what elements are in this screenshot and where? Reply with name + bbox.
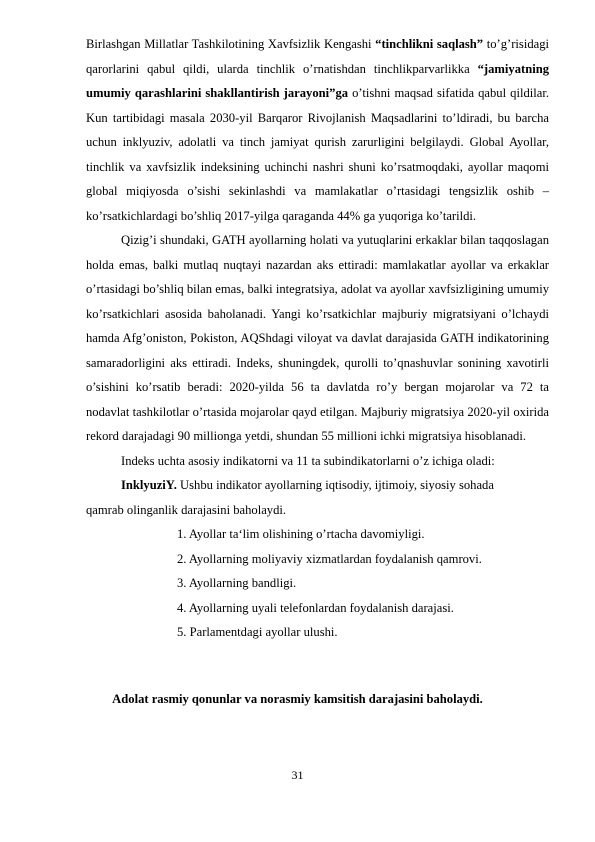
body-text bbox=[86, 32, 549, 645]
paragraph-4-line-2: qamrab olinganlik darajasini baholaydi. bbox=[86, 502, 287, 517]
paragraph-2: Qizig’i shundaki, GATH ayollarning holati va yutuqlarini erkaklar bilan taqqoslagan holda emas, balki mutlaq nuqtayi nazardan aks ettiradi: mamlakatlar ayollar va erkaklar o’rtasidagi bo’shliq bilan emas, balki integratsiya, adolat va ayollar xavfsizligining umumiy ko’rsatkichlari asosida baholanadi. Yangi ko’rsatkichlar majburiy migratsiyani o’lchaydi hamda Afg’oniston, Pokiston, AQShdagi viloyat va davlat darajasida GATH indikatorining samaradorligini aks ettiradi. Indeks, shuningdek, qurolli to’qnashuvlar sonining xavotirli o’sishini ko’rsatib beradi: 2020-yilda 56 ta davlatda ro’y bergan mojarolar va 72 ta nodavlat tashkilotlar o’rtasida mojarolar qayd etilgan. Majburiy migratsiya 2020-yil oxirida rekord darajadagi 90 millionga yetdi, shundan 55 millioni ichki migratsiya hisoblanadi. bbox=[86, 233, 549, 443]
paragraph-1-bold-1: “tinchlikni saqlash” bbox=[375, 37, 484, 51]
list-item: 2. Ayollarning moliyaviy xizmatlardan foydalanish qamrovi. bbox=[177, 551, 482, 566]
sub-indicator-list bbox=[86, 522, 549, 645]
list-item: 5. Parlamentdagi ayollar ulushi. bbox=[177, 625, 338, 639]
list-item: 4. Ayollarning uyali telefonlardan foydalanish darajasi. bbox=[177, 600, 454, 615]
indicator-title: InklyuziY. bbox=[121, 478, 177, 492]
paragraph-1-bold-2: “jamiyatning umumiy qarashlarini shakllantirish jarayoni”ga bbox=[86, 61, 549, 100]
section-heading: Adolat rasmiy qonunlar va norasmiy kamsitish darajasini baholaydi. bbox=[112, 692, 483, 706]
page-number: 31 bbox=[291, 768, 304, 782]
list-item: 1. Ayollar ta‘lim olishining o’rtacha davomiyligi. bbox=[177, 527, 425, 541]
indicator-description: Ushbu indikator ayollarning iqtisodiy, ijtimoiy, siyosiy sohada bbox=[176, 478, 494, 492]
paragraph-1 bbox=[86, 32, 549, 228]
paragraph-1-text-c: to’g’risidagi qarorlarini qabul qildi, ularda tinchlik o’rnatishdan tinchlikparvarlikka bbox=[86, 37, 549, 76]
paragraph-1-text-a: Birlashgan Millatlar Tashkilotining Xavfsizlik Kengashi bbox=[86, 37, 376, 51]
list-item: 3. Ayollarning bandligi. bbox=[177, 576, 297, 590]
paragraph-3: Indeks uchta asosiy indikatorni va 11 ta subindikatorlarni o’z ichiga oladi: bbox=[121, 453, 495, 468]
paragraph-1-text-d: o’tishni maqsad sifatida qabul qildilar. Kun tartibidagi masala 2030-yil Barqaror Rivojlanish Maqsadlarini to’ldiradi, bu barcha uchun inklyuziv, adolatli va tinch jamiyat qurish zarurligini belgilaydi. Global Ayollar, tinchlik va xavfsizlik indeksining uchinchi nashri shuni ko’rsatmoqdaki, ayollar maqomi global miqiyosda o’sishi sekinlashdi va mamlakatlar o’rtasidagi tengsizlik oshib – ko’rsatkichlardagi bo’shliq 2017-yilga qaraganda 44% ga yuqoriga ko’tarildi. bbox=[86, 86, 549, 223]
paragraph-4-line-1 bbox=[86, 473, 549, 498]
